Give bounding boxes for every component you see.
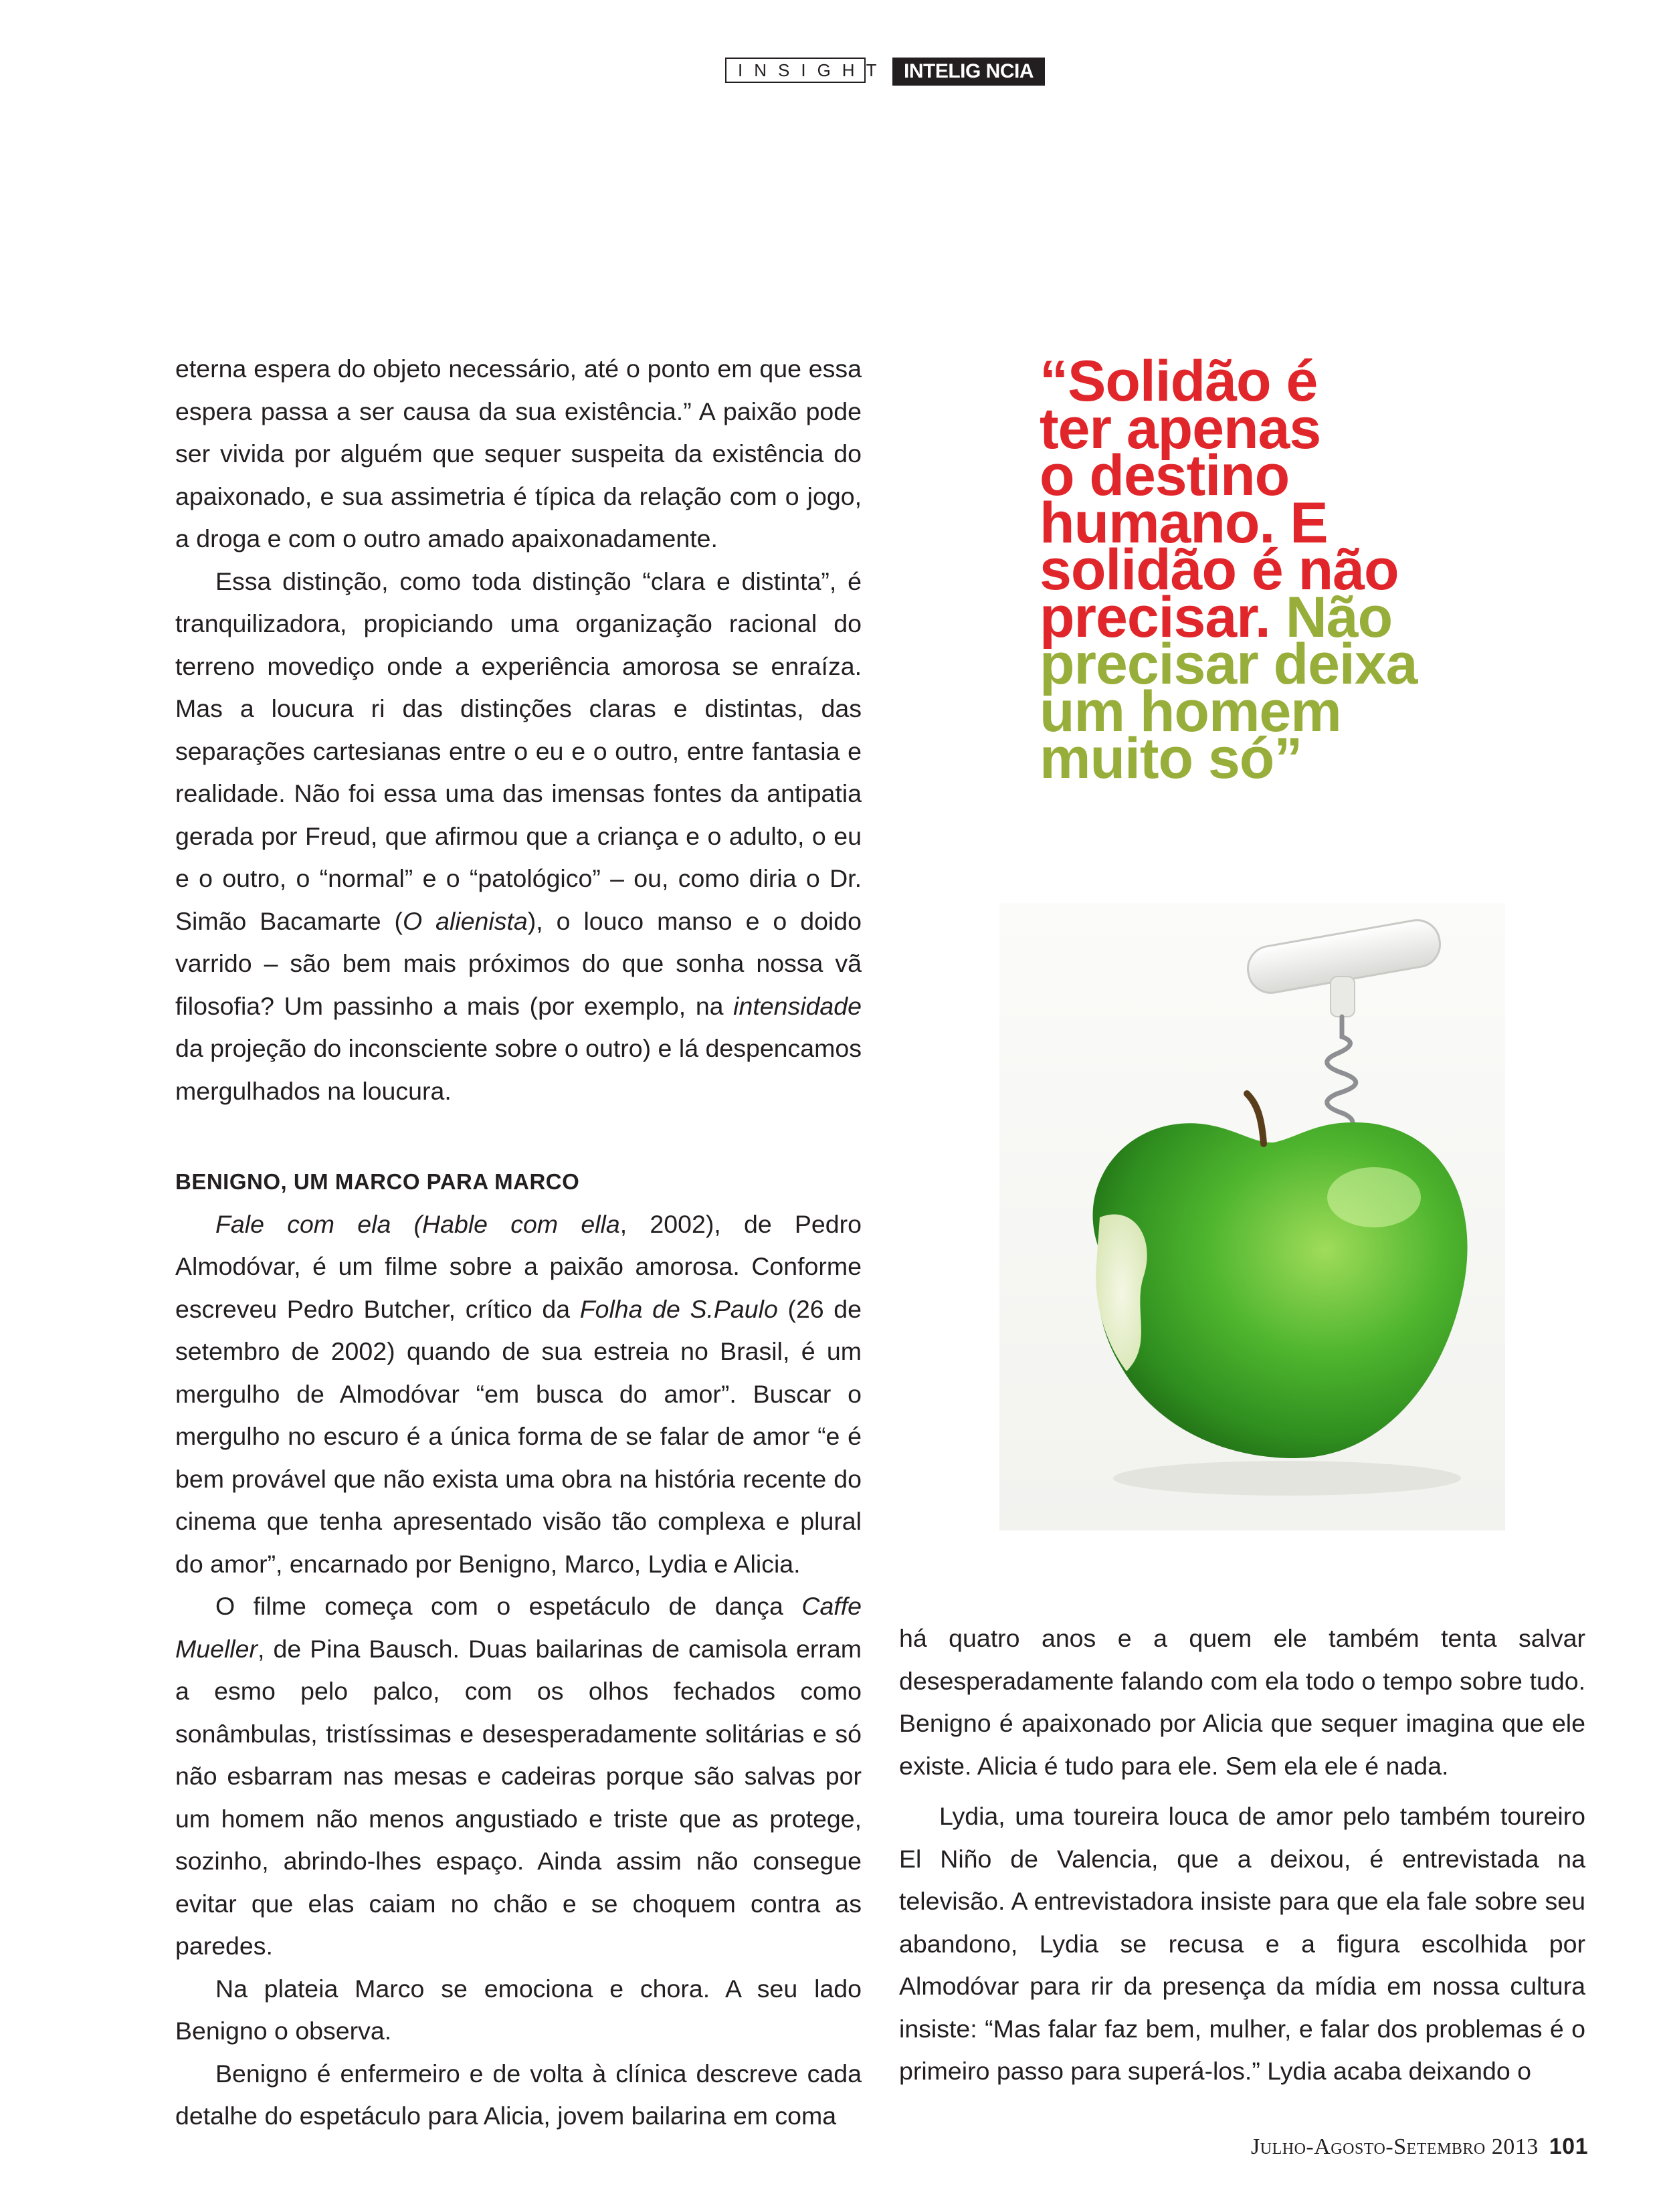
paragraph-5: Na plateia Marco se emociona e chora. A seu lado Benigno o observa. <box>175 1974 862 2045</box>
corkscrew-icon <box>1244 916 1444 1134</box>
page-number: 101 <box>1549 2134 1588 2159</box>
section-tag-insight: INSIGHT <box>725 58 866 83</box>
section-subhead: BENIGNO, UM MARCO PARA MARCO <box>175 1169 580 1194</box>
paragraph-2: Essa distinção, como toda distinção “clara e distinta”, é tranquilizadora, propiciando uma organização racional do terreno movediço onde a experiência amorosa se enraíza. Mas a loucura ri das distinções claras e distintas, das separações cartesianas entre o eu e o outro, entre fantasia e realidade. Não foi essa uma das imensas fontes da antipatia gerada por Freud, que afirmou que a criança e o adulto, o eu e o outro, o “normal” e o “patológico” – ou, como diria o Dr. Simão Bacamarte (O alienista), o louco manso e o doido varrido – são bem mais próximos do que sonha nossa vã filosofia? Um passinho a mais (por exemplo, na intensidade da projeção do inconsciente sobre o outro) e lá despencamos mergulhados na loucura. <box>175 567 862 1105</box>
apple-corkscrew-photo <box>999 903 1505 1530</box>
paragraph-4: O filme começa com o espetáculo de dança Caffe Mueller, de Pina Bausch. Duas bailarinas de camisola erram a esmo pelo palco, com os olhos fechados como sonâmbulas, tristíssimas e desesperadamente solitárias e só não esbarram nas mesas e cadeiras porque são salvas por um homem não menos angustiado e triste que as protege, sozinho, abrindo-lhes espaço. Ainda assim não consegue evitar que elas caiam no chão e se choquem contra as paredes. <box>175 1592 862 1960</box>
pull-quote <box>1040 349 1642 791</box>
apple-body <box>1093 1122 1468 1458</box>
apple-bite <box>1096 1215 1147 1371</box>
issue-date: Julho-Agosto-Setembro 2013 <box>1251 2134 1539 2159</box>
paragraph-3: Fale com ela (Hable com ella, 2002), de Pedro Almodóvar, é um filme sobre a paixão amorosa. Conforme escreveu Pedro Butcher, crítico da Folha de S.Paulo (26 de setembro de 2002) quando de sua estreia no Brasil, é um mergulho de Almodóvar “em busca do amor”. Buscar o mergulho no escuro é a única forma de se falar de amor “e é bem provável que não exista uma obra na história recente do cinema que tenha apresentado visão tão complexa e plural do amor”, encarnado por Benigno, Marco, Lydia e Alicia. <box>175 1209 862 1578</box>
right-column <box>899 1617 1585 2093</box>
paragraph-8: Lydia, uma toureira louca de amor pelo também toureiro El Niño de Valencia, que a deixou, é entrevistada na televisão. A entrevistadora insiste para que ela fale sobre seu abandono, Lydia se recusa e a figura escolhida por Almodóvar para rir da presença da mídia em nossa cultura insiste: “Mas falar faz bem, mulher, e falar dos problemas é o primeiro passo para superá-los.” Lydia acaba deixando o <box>899 1802 1585 2085</box>
section-tag-category: INTELIG NCIA <box>892 58 1045 86</box>
left-column <box>175 348 862 2138</box>
pull-quote-red: “Solidão é ter apenas o destino humano. E solidão é não precisar. <box>1040 349 1399 649</box>
apple-corkscrew-illustration <box>999 903 1505 1530</box>
apple-stem <box>1247 1094 1264 1144</box>
paragraph-1: eterna espera do objeto necessário, até o ponto em que essa espera passa a ser causa da sua existência.” A paixão pode ser vivida por alguém que sequer suspeita da existência do apaixonado, e sua assimetria é típica da relação com o jogo, a droga e com o outro amado apaixonadamente. <box>175 355 862 552</box>
paragraph-7: há quatro anos e a quem ele também tenta salvar desesperadamente falando com ela todo o tempo sobre tudo. Benigno é apaixonado por Alicia que sequer imagina que ele existe. Alicia é tudo para ele. Sem ela ele é nada. <box>899 1624 1585 1780</box>
pull-quote-green: Não precisar deixa um homem muito só” <box>1040 585 1418 791</box>
page-footer <box>1137 2134 1588 2160</box>
paragraph-6: Benigno é enfermeiro e de volta à clínica descreve cada detalhe do espetáculo para Alicia, jovem bailarina em coma <box>175 2059 862 2130</box>
